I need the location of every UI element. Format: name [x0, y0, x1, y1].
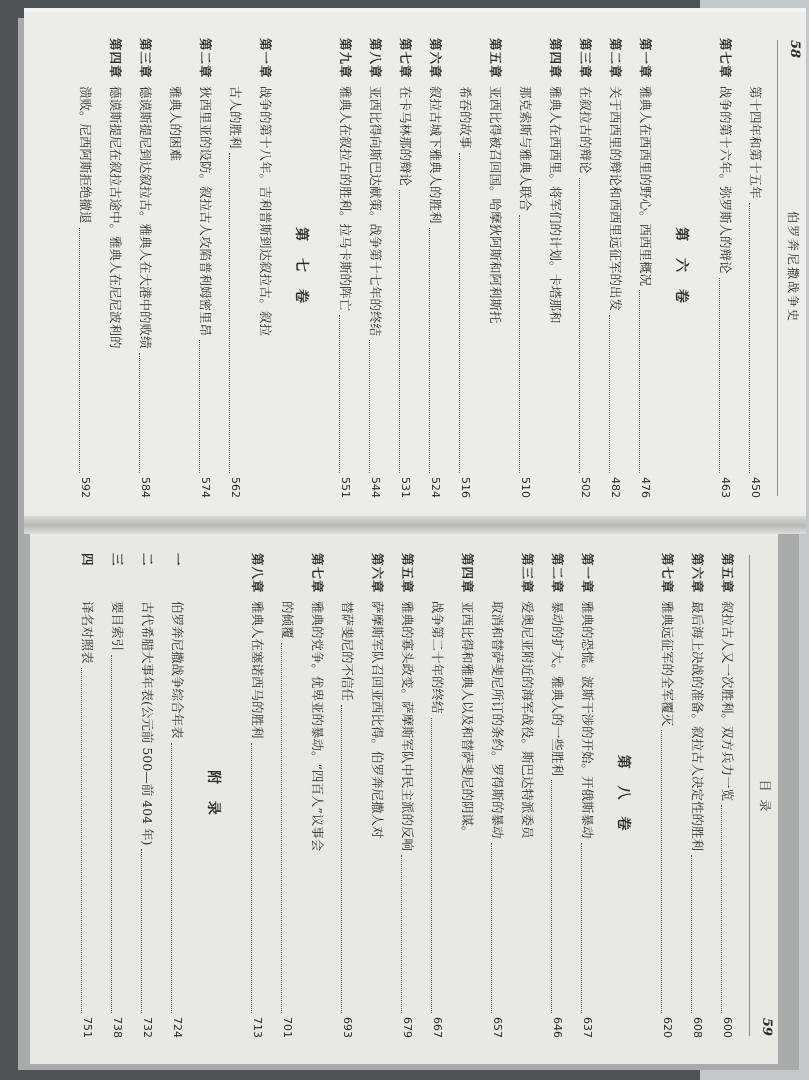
chapter-label: 第三章 — [578, 38, 593, 79]
leader-dots — [171, 743, 172, 1013]
leader-dots — [229, 153, 230, 473]
entry-title: 雅典人的困难 — [168, 86, 183, 162]
chapter-label: 第二章 — [198, 38, 213, 79]
leader-dots — [661, 730, 662, 1013]
chapter-label: 第九章 — [338, 38, 353, 79]
entry-page-number: 600 — [721, 1017, 734, 1038]
chapter-label: 第七章 — [660, 553, 675, 594]
leader-dots — [721, 805, 722, 1013]
entry-page-number: 646 — [551, 1017, 564, 1038]
entry-title: 雅典的恐慌。波斯干涉的开始。开俄斯暴动 — [580, 601, 595, 839]
toc-list — [74, 553, 190, 1038]
entry-page-number: 524 — [429, 477, 442, 498]
toc-list — [712, 38, 768, 498]
entry-title: 伯罗奔尼撒战争综合年表 — [170, 601, 185, 739]
entry-title: 雅典的党争。优卑亚的暴动。“四百人”议事会 — [310, 601, 325, 852]
toc-list — [654, 553, 740, 1038]
entry-page-number: 510 — [519, 477, 532, 498]
volume-heading: 第 六 卷 — [673, 227, 689, 309]
page-number: 58 — [787, 40, 802, 59]
entry-page-number: 551 — [339, 477, 352, 498]
chapter-label: 三 — [110, 553, 125, 567]
leader-dots — [551, 780, 552, 1013]
toc-entry — [572, 38, 598, 498]
toc-entry — [164, 553, 190, 1038]
entry-title: 爱奥尼亚附近的海军战役。斯巴达特派委员 — [520, 601, 535, 839]
toc-entry — [422, 38, 448, 498]
chapter-label: 第一章 — [638, 38, 653, 79]
entry-title: 战争的第十六年。弥罗斯人的辩论 — [718, 86, 733, 274]
toc-list — [72, 38, 278, 498]
running-header — [749, 555, 774, 1036]
leader-dots — [609, 315, 610, 473]
leader-dots — [431, 718, 432, 1013]
chapter-label: 第五章 — [400, 553, 415, 594]
entry-title: 狄西里亚的设防。叙拉古人攻陷普利姆密里昂 — [198, 86, 213, 337]
entry-page-number: 574 — [199, 477, 212, 498]
toc-entry — [512, 38, 538, 498]
toc-entry — [304, 553, 330, 1038]
toc-entry — [104, 553, 130, 1038]
entry-title: 那克索斯与雅典人联合 — [518, 86, 533, 212]
leader-dots — [369, 340, 370, 473]
entry-page-number: 584 — [139, 477, 152, 498]
appendix-heading: 附 录 — [205, 770, 221, 821]
toc-entry — [632, 38, 658, 498]
chapter-label: 第四章 — [460, 553, 475, 594]
toc-entry — [252, 38, 278, 498]
entry-page-number: 701 — [281, 1017, 294, 1038]
entry-title: 关于西西里的辩论和西西里远征军的出发 — [608, 86, 623, 312]
leader-dots — [459, 153, 460, 473]
entry-page-number: 637 — [581, 1017, 594, 1038]
toc-entry — [162, 38, 188, 498]
contents-title: 目 录 — [758, 779, 772, 814]
entry-title: 萨摩斯军队召回亚西比得。伯罗奔尼撒人对 — [370, 601, 385, 839]
toc-entry — [332, 38, 358, 498]
entry-title: 雅典远征军的全军覆灭 — [660, 601, 675, 727]
entry-title: 译名对照表 — [80, 601, 95, 664]
toc-entry — [74, 553, 100, 1038]
entry-title: 古人的胜利 — [228, 86, 243, 149]
entry-title: 亚西比得和雅典人以及和替萨斐尼的阴谋。 — [460, 601, 475, 839]
chapter-label: 一 — [170, 553, 185, 567]
chapter-label: 第六章 — [370, 553, 385, 594]
leader-dots — [639, 290, 640, 473]
toc-page-58 — [68, 38, 772, 498]
entry-title: 德谟斯提尼在叙拉古途中。雅典人在尼尼波利的 — [108, 86, 123, 349]
leader-dots — [79, 228, 80, 473]
entry-page-number: 657 — [491, 1017, 504, 1038]
chapter-label: 第二章 — [608, 38, 623, 79]
entry-title: 暴动的扩大。雅典人的一些胜利 — [550, 601, 565, 777]
toc-entry — [424, 553, 450, 1038]
toc-entry — [244, 553, 270, 1038]
leader-dots — [491, 843, 492, 1013]
entry-page-number: 608 — [691, 1017, 704, 1038]
volume-heading: 第 七 卷 — [293, 227, 309, 309]
leader-dots — [429, 228, 430, 473]
entry-title: 古代希腊大事年表(公元前 500—前 404 年) — [140, 601, 155, 846]
volume-heading: 第 八 卷 — [615, 754, 631, 837]
entry-page-number: 667 — [431, 1017, 444, 1038]
toc-entry — [684, 553, 710, 1038]
leader-dots — [141, 849, 142, 1013]
entry-title: 在卡马林那的辩论 — [398, 86, 413, 187]
toc-entry — [72, 38, 98, 498]
toc-entry — [484, 553, 510, 1038]
toc-entry — [364, 553, 390, 1038]
entry-page-number: 516 — [459, 477, 472, 498]
leader-dots — [199, 340, 200, 473]
entry-page-number: 562 — [229, 477, 242, 498]
entry-title: 战争的第十八年。吉利普斯到达叙拉古。叙拉 — [258, 86, 273, 337]
chapter-label: 第八章 — [250, 553, 265, 594]
entry-title: 在叙拉古的辩论 — [578, 86, 593, 174]
entry-page-number: 751 — [81, 1017, 94, 1038]
chapter-label: 第三章 — [138, 38, 153, 79]
entry-page-number: 693 — [341, 1017, 354, 1038]
toc-list — [332, 38, 658, 498]
entry-page-number: 679 — [401, 1017, 414, 1038]
toc-entry — [452, 38, 478, 498]
entry-page-number: 531 — [399, 477, 412, 498]
chapter-label: 第二章 — [550, 553, 565, 594]
toc-entry — [334, 553, 360, 1038]
entry-page-number: 620 — [661, 1017, 674, 1038]
toc-entry — [712, 38, 738, 498]
toc-entry — [274, 553, 300, 1038]
toc-entry — [482, 38, 508, 498]
chapter-label: 第六章 — [428, 38, 443, 79]
chapter-label: 第四章 — [108, 38, 123, 79]
entry-title: 雅典人在叙拉古的胜利。拉马卡斯的阵亡 — [338, 86, 353, 312]
toc-entry — [714, 553, 740, 1038]
running-header — [777, 40, 802, 496]
chapter-label: 第七章 — [398, 38, 413, 79]
chapter-label: 第八章 — [368, 38, 383, 79]
chapter-label: 第七章 — [718, 38, 733, 79]
leader-dots — [749, 203, 750, 473]
entry-title: 取消和替萨斐尼所订的条约。罗得斯的暴动 — [490, 601, 505, 839]
entry-title: 叙拉古城下雅典人的胜利 — [428, 86, 443, 224]
entry-title: 雅典人在西西里。将军们的计划。卡塔那和 — [548, 86, 563, 324]
entry-title: 战争第二十年的终结 — [430, 601, 445, 714]
entry-title: 第十四年和第十五年 — [748, 86, 763, 199]
chapter-label: 第一章 — [580, 553, 595, 594]
chapter-label: 二 — [140, 553, 155, 567]
entry-page-number: 463 — [719, 477, 732, 498]
entry-title: 替萨斐尼的不信任 — [340, 601, 355, 702]
toc-entry — [514, 553, 540, 1038]
chapter-label: 第三章 — [520, 553, 535, 594]
leader-dots — [519, 215, 520, 473]
entry-page-number: 502 — [579, 477, 592, 498]
toc-entry — [222, 38, 248, 498]
toc-entry — [542, 38, 568, 498]
toc-entry — [132, 38, 158, 498]
book-title: 伯罗奔尼撒战争史 — [786, 211, 800, 324]
toc-list — [244, 553, 600, 1038]
entry-page-number: 476 — [639, 477, 652, 498]
chapter-label: 第七章 — [310, 553, 325, 594]
entry-page-number: 732 — [141, 1017, 154, 1038]
toc-entry — [574, 553, 600, 1038]
entry-title: 雅典人在塞诺西马的胜利 — [250, 601, 265, 739]
entry-title: 德谟斯提尼到达叙拉古。雅典人在大港中的败绩 — [138, 86, 153, 349]
toc-entry — [602, 38, 628, 498]
entry-page-number: 450 — [749, 477, 762, 498]
entry-title: 叙拉古人又一次胜利。双方兵力一览 — [720, 601, 735, 802]
toc-entry — [544, 553, 570, 1038]
leader-dots — [281, 643, 282, 1013]
chapter-label: 第四章 — [548, 38, 563, 79]
toc-page-59 — [70, 553, 744, 1038]
entry-page-number: 724 — [171, 1017, 184, 1038]
entry-title: 雅典人在西西里的野心。西西里概况 — [638, 86, 653, 287]
leader-dots — [339, 315, 340, 473]
entry-page-number: 544 — [369, 477, 382, 498]
toc-entry — [102, 38, 128, 498]
entry-title: 的倾覆 — [280, 601, 295, 639]
entry-page-number: 592 — [79, 477, 92, 498]
toc-entry — [192, 38, 218, 498]
toc-entry — [654, 553, 680, 1038]
leader-dots — [341, 705, 342, 1013]
entry-title: 希吞的故事 — [458, 86, 473, 149]
page-58 — [24, 12, 806, 524]
entry-title: 雅典的寡头政变。萨摩斯军队中民主派的反响 — [400, 601, 415, 852]
chapter-label: 第六章 — [690, 553, 705, 594]
leader-dots — [719, 278, 720, 473]
leader-dots — [139, 353, 140, 473]
entry-title: 亚西比得被召回国。哈摩狄阿斯和阿利斯托 — [488, 86, 503, 324]
leader-dots — [579, 178, 580, 473]
chapter-label: 第五章 — [720, 553, 735, 594]
toc-entry — [742, 38, 768, 498]
chapter-label: 四 — [80, 553, 95, 567]
leader-dots — [111, 655, 112, 1013]
leader-dots — [691, 855, 692, 1013]
toc-entry — [454, 553, 480, 1038]
leader-dots — [401, 855, 402, 1013]
entry-page-number: 482 — [609, 477, 622, 498]
toc-entry — [392, 38, 418, 498]
chapter-label: 第五章 — [488, 38, 503, 79]
leader-dots — [81, 668, 82, 1013]
toc-entry — [362, 38, 388, 498]
toc-entry — [134, 553, 160, 1038]
entry-title: 最后海上决战的准备。叙拉古人决定性的胜利 — [690, 601, 705, 852]
page-number: 59 — [759, 1017, 774, 1036]
leader-dots — [251, 743, 252, 1013]
leader-dots — [399, 190, 400, 473]
toc-entry — [394, 553, 420, 1038]
entry-title: 溃败。尼西阿斯拒绝撤退 — [78, 86, 93, 224]
page-59 — [30, 527, 778, 1064]
entry-title: 要目索引 — [110, 601, 125, 652]
entry-page-number: 713 — [251, 1017, 264, 1038]
entry-title: 亚西比得向斯巴达献策。战争第十七年的终结 — [368, 86, 383, 337]
entry-page-number: 738 — [111, 1017, 124, 1038]
chapter-label: 第一章 — [258, 38, 273, 79]
leader-dots — [581, 843, 582, 1013]
